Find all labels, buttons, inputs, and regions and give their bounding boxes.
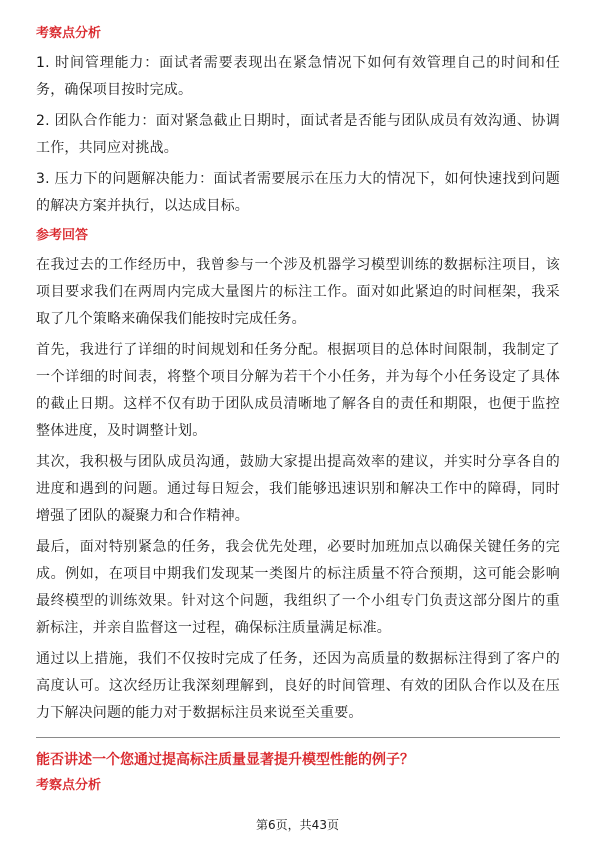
analysis-item-3: 3. 压力下的问题解决能力：面试者需要展示在压力大的情况下，如何快速找到问题的解决方案并执行，以达成目标。 xyxy=(36,171,560,214)
page-footer: 第6页，共43页 xyxy=(256,818,339,832)
next-question: 能否讲述一个您通过提高标注质量显著提升模型性能的例子？ xyxy=(36,752,414,768)
answer-heading: 参考回答 xyxy=(36,228,89,243)
next-analysis-heading: 考察点分析 xyxy=(36,778,102,793)
answer-paragraph-4: 最后，面对特别紧急的任务，我会优先处理，必要时加班加点以确保关键任务的完成。例如，在项目中期我们发现某一类图片的标注质量不符合预期，这可能会影响最终模型的训练效果。针对这个问题，我组织了一个小组专门负责这部分图片的重新标注，并亲自监督这一过程，确保标注质量满足标准。 xyxy=(36,539,560,636)
answer-paragraph-1: 在我过去的工作经历中，我曾参与一个涉及机器学习模型训练的数据标注项目，该项目要求我们在两周内完成大量图片的标注工作。面对如此紧迫的时间框架，我采取了几个策略来确保我们能按时完成任务。 xyxy=(36,257,560,327)
answer-paragraph-3: 其次，我积极与团队成员沟通，鼓励大家提出提高效率的建议，并实时分享各自的进度和遇到的问题。通过每日短会，我们能够迅速识别和解决工作中的障碍，同时增强了团队的凝聚力和合作精神。 xyxy=(36,454,560,524)
page-content xyxy=(36,24,560,802)
section-divider xyxy=(36,737,560,738)
answer-paragraph-5: 通过以上措施，我们不仅按时完成了任务，还因为高质量的数据标注得到了客户的高度认可。这次经历让我深刻理解到，良好的时间管理、有效的团队合作以及在压力下解决问题的能力对于数据标注员来说至关重要。 xyxy=(36,651,560,721)
answer-paragraph-2: 首先，我进行了详细的时间规划和任务分配。根据项目的总体时间限制，我制定了一个详细的时间表，将整个项目分解为若干个小任务，并为每个小任务设定了具体的截止日期。这样不仅有助于团队成员清晰地了解各自的责任和期限，也便于监控整体进度，及时调整计划。 xyxy=(36,342,560,439)
analysis-item-1: 1. 时间管理能力：面试者需要表现出在紧急情况下如何有效管理自己的时间和任务，确保项目按时完成。 xyxy=(36,55,560,98)
analysis-heading: 考察点分析 xyxy=(36,26,102,41)
analysis-item-2: 2. 团队合作能力：面对紧急截止日期时，面试者是否能与团队成员有效沟通、协调工作，共同应对挑战。 xyxy=(36,113,560,156)
